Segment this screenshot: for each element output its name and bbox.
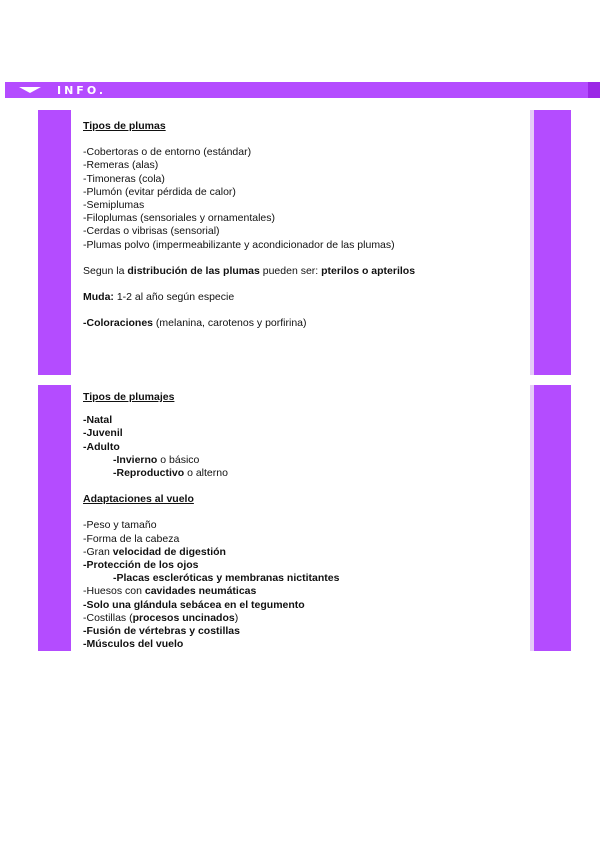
coloraciones-value: (melanina, carotenos y porfirina) [153,317,307,330]
distribution-text [83,265,526,278]
card-right-bar [534,385,571,651]
item-part: -Huesos con [83,585,145,598]
chevron-down-icon [19,87,41,93]
coloraciones-label: -Coloraciones [83,317,154,330]
distribution-part: Segun la [83,264,128,277]
list-item [83,467,526,480]
sub-item-bold: -Invierno [113,453,158,466]
distribution-bold: pterilos o apterilos [321,264,416,277]
banner-tab-decoration [588,82,600,98]
sub-item-rest: o básico [157,453,200,466]
item-bold: velocidad de digestión [112,545,226,558]
list-item: -Solo una glándula sebácea en el tegumento [83,598,305,611]
item-part: -Gran [83,545,113,558]
list-item: -Peso y tamaño [83,519,157,532]
section-heading: Adaptaciones al vuelo [83,493,194,506]
list-item: -Semiplumas [83,199,145,212]
list-item: -Plumón (evitar pérdida de calor) [83,185,236,198]
card-body [83,391,526,651]
list-item [83,585,526,598]
list-item: -Cerdas o vibrisas (sensorial) [83,225,220,238]
distribution-part: pueden ser: [259,264,322,277]
card-left-bar [38,385,71,651]
list-item: -Cobertoras o de entorno (estándar) [83,146,252,159]
list-item: -Protección de los ojos [83,559,199,572]
coloraciones-text [83,317,526,330]
list-item: -Natal [83,414,113,427]
list-item: -Placas escleróticas y membranas nictitantes [113,572,340,585]
info-banner [5,82,600,98]
list-item: -Plumas polvo (impermeabilizante y acondicionador de las plumas) [83,238,395,251]
item-bold: procesos uncinados [132,611,235,624]
item-part: -Costillas ( [83,611,133,624]
muda-value: 1-2 al año según especie [113,291,235,304]
sub-item-bold: -Reproductivo [113,467,185,480]
list-item: -Juvenil [83,427,123,440]
list-item [83,454,526,467]
list-item: -Timoneras (cola) [83,172,165,185]
list-item: -Filoplumas (sensoriales y ornamentales) [83,212,275,225]
list-item: -Adulto [83,440,120,453]
list-item: -Remeras (alas) [83,159,159,172]
section-heading: Tipos de plumajes [83,391,175,403]
list-item [83,612,526,625]
card-body [83,120,526,330]
list-item: -Músculos del vuelo [83,638,184,651]
list-item: -Fusión de vértebras y costillas [83,625,240,638]
item-bold: cavidades neumáticas [144,585,257,598]
item-part: ) [234,611,239,624]
muda-label: Muda: [83,291,114,304]
section-heading: Tipos de plumas [83,120,166,132]
card-tipos-de-plumas [38,110,571,375]
list-item: -Forma de la cabeza [83,532,180,545]
distribution-bold: distribución de las plumas [127,264,260,277]
banner-title: INFO. [57,83,107,97]
card-left-bar [38,110,71,375]
list-item [83,546,526,559]
muda-text [83,291,526,304]
card-tipos-de-plumajes [38,385,571,651]
card-right-bar [534,110,571,375]
sub-item-rest: o alterno [184,467,228,480]
